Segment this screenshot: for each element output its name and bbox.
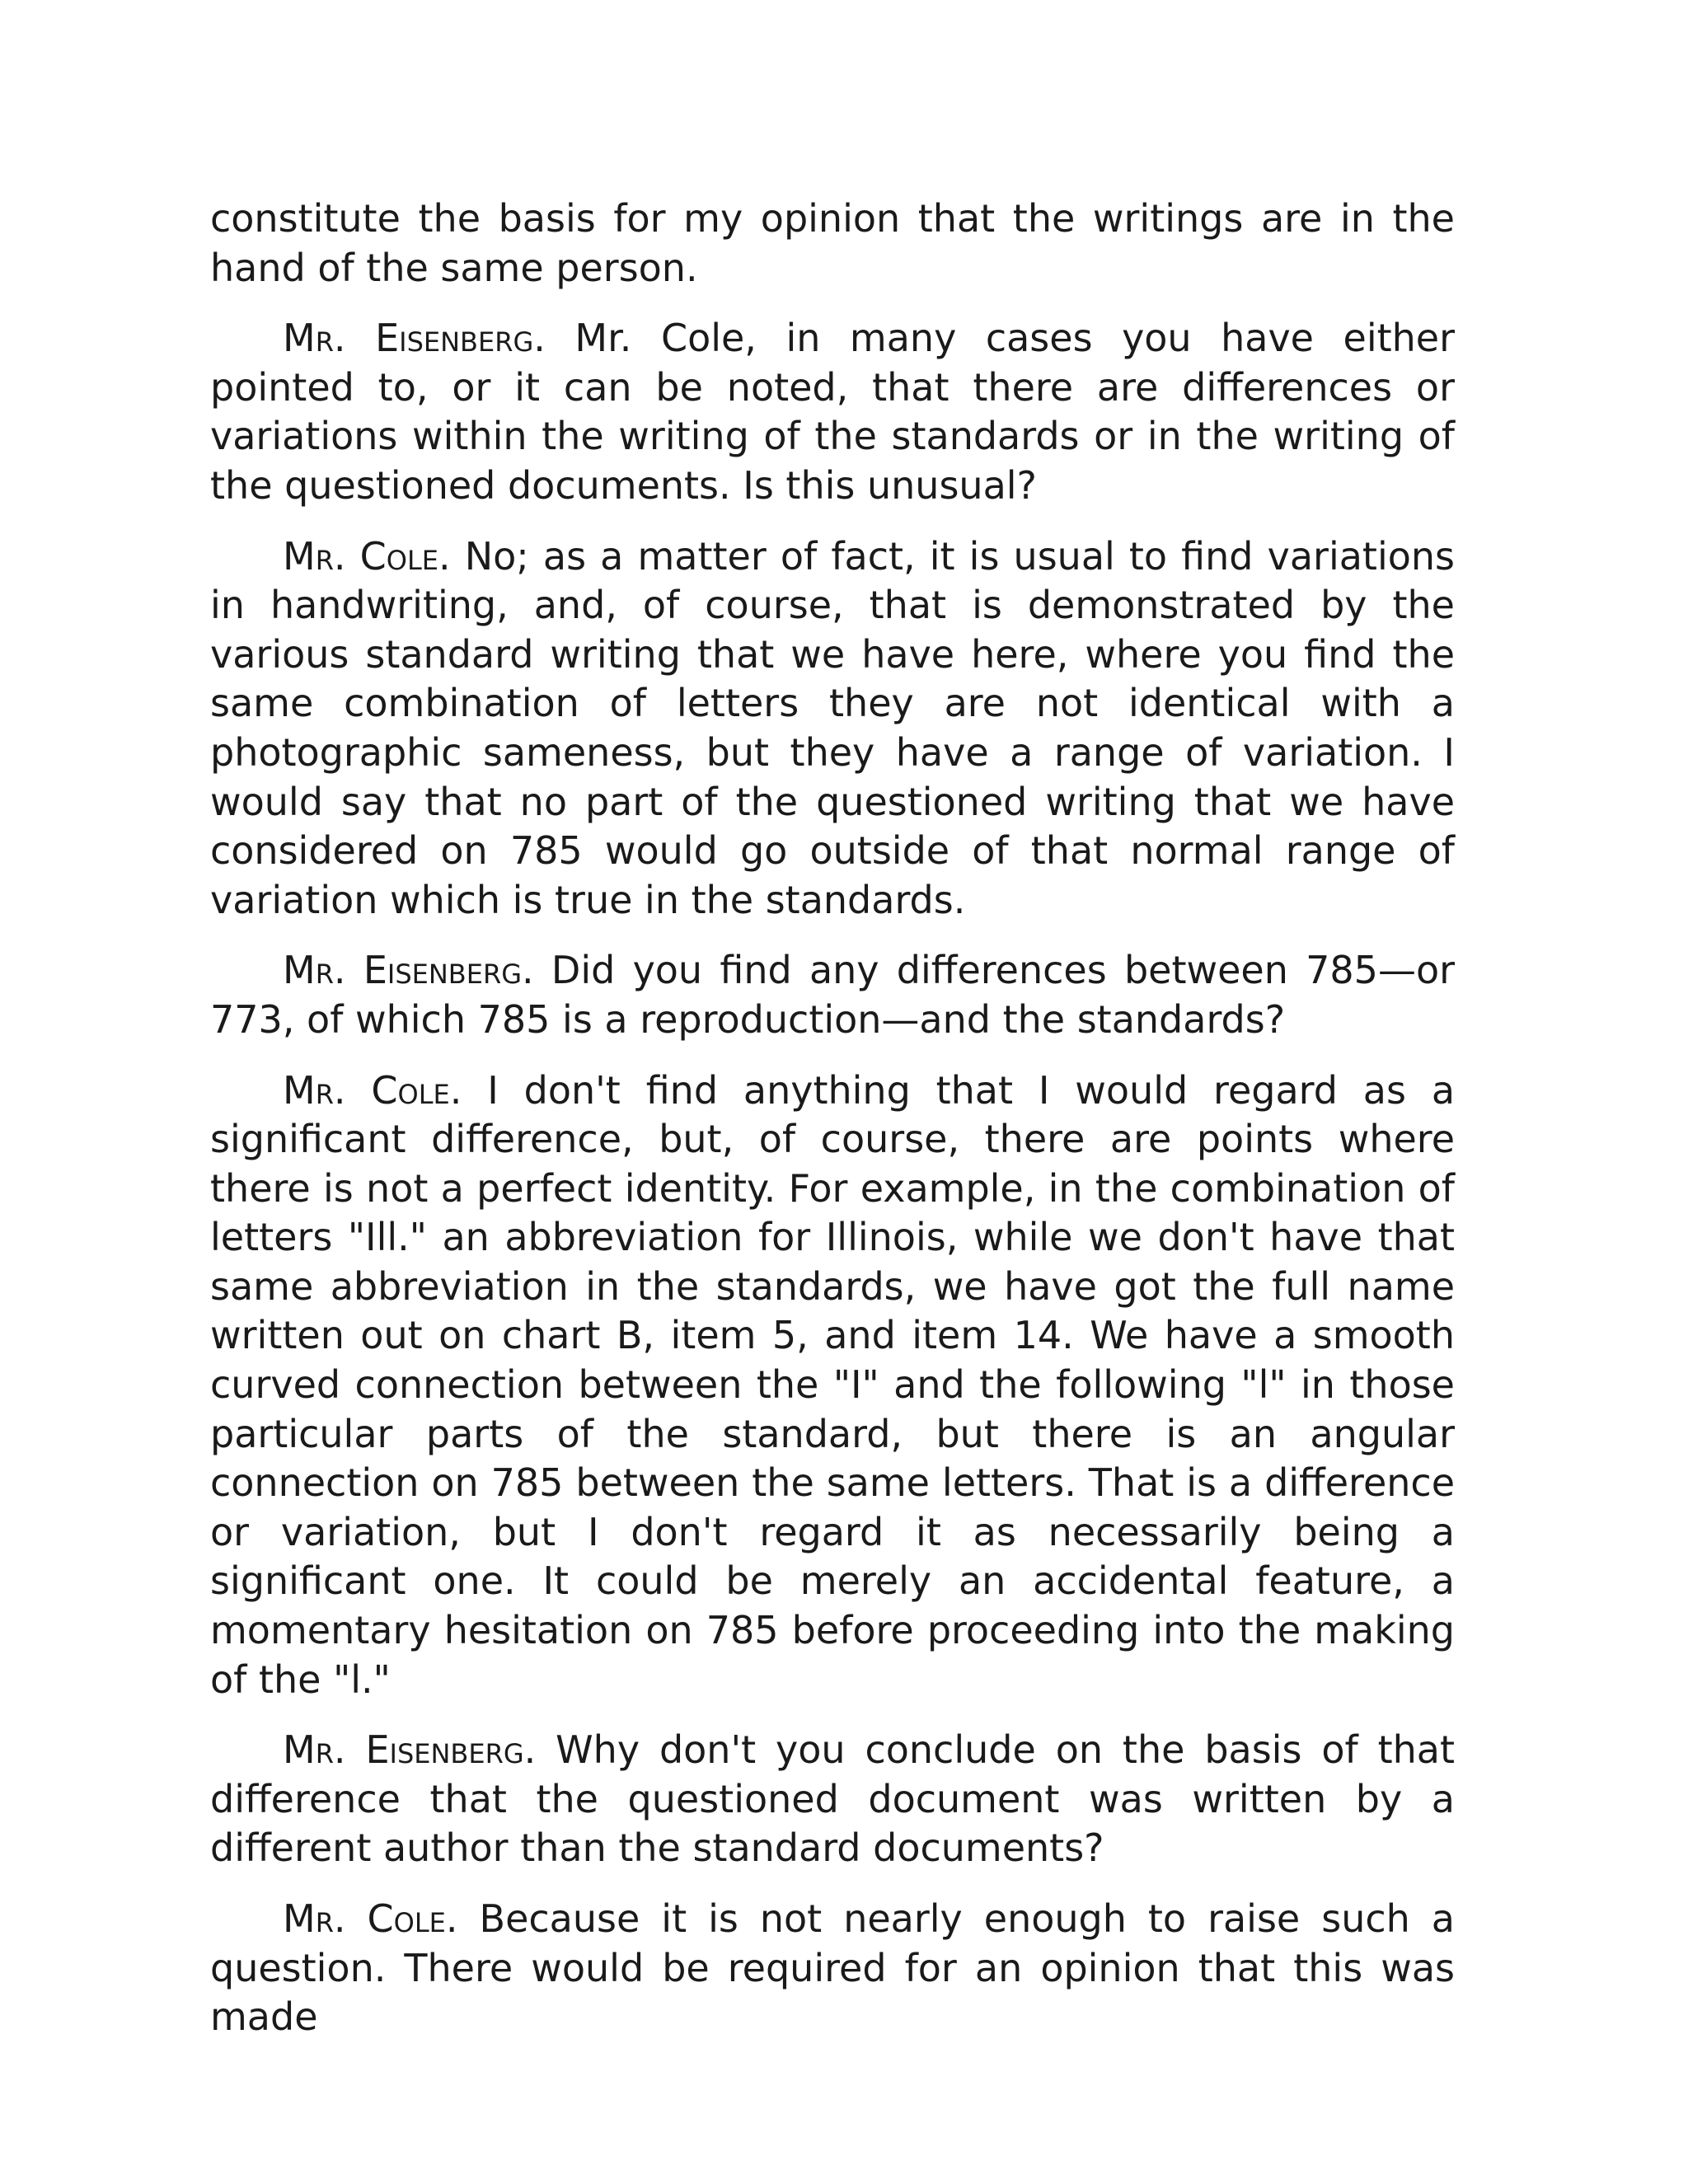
paragraph-text: . Because it is not nearly enough to raise such a question. There would be required for an opinion that this was made [210,1896,1455,2040]
testimony-paragraph [210,946,1455,1044]
speaker-name: Mr. Cole [283,533,439,579]
paragraph-text: . Mr. Cole, in many cases you have either pointed to, or it can be noted, that there are differences or variations within the writing of the standards or in the writing of the questioned documents. Is this unusual? [210,316,1456,508]
document-page [210,194,1455,2064]
speaker-name: Mr. Eisenberg [283,948,522,993]
paragraph-text: . No; as a matter of fact, it is usual to find variations in handwriting, and, of course, that is demonstrated by the various standard writing that we have here, where you find the same combination of letters they are not identical with a photographic sameness, but they have a range of variation. I would say that no part of the questioned writing that we have considered on 785 would go outside of that normal range of variation which is true in the standards. [210,533,1455,922]
testimony-paragraph [210,532,1455,926]
paragraph-continuation [210,194,1455,293]
testimony-paragraph [210,314,1455,510]
speaker-name: Mr. Cole [283,1896,446,1941]
speaker-name: Mr. Eisenberg [283,1727,524,1773]
paragraph-text: . Why don't you conclude on the basis of that difference that the questioned document was written by a different author than the standard documents? [210,1727,1455,1871]
testimony-paragraph [210,1726,1455,1873]
speaker-name: Mr. Cole [283,1067,450,1113]
paragraph-text: . Did you find any differences between 785—or 773, of which 785 is a reproduction—and the standards? [210,948,1455,1042]
testimony-paragraph [210,1895,1455,2042]
paragraph-text: . I don't find anything that I would regard as a significant difference, but, of course, there are points where there is not a perfect identity. For example, in the combination of letters "Ill." an abbreviation for Illinois, while we don't have that same abbreviation in the standards, we have got the full name written out on chart B, item 5, and item 14. We have a smooth curved connection between the "I" and the following "l" in those particular parts of the standard, but there is an angular connection on 785 between the same letters. That is a difference or variation, but I don't regard it as necessarily being a significant one. It could be merely an accidental feature, a momentary hesitation on 785 before proceeding into the making of the "l." [210,1067,1456,1702]
testimony-paragraph [210,1066,1455,1705]
speaker-name: Mr. Eisenberg [283,316,534,361]
paragraph-text: constitute the basis for my opinion that the writings are in the hand of the same person. [210,196,1455,290]
